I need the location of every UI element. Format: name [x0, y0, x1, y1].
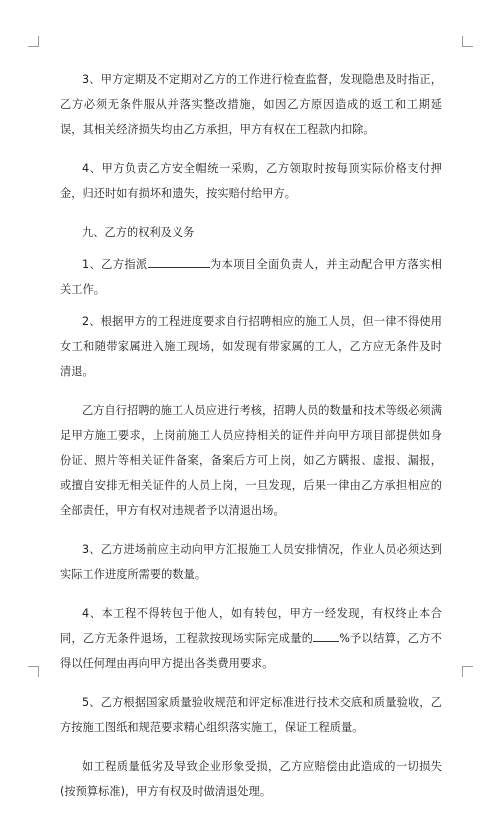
- section-heading-party-b-rights: 九、乙方的权利及义务: [82, 226, 195, 239]
- crop-mark-bottom-right: [462, 666, 473, 677]
- subcontract-text-before: 4、本工程不得转包于他人，如有转包，甲方一经发现，有权终止本合同，乙方无条件退场，工程款按现场实际完成量的: [60, 607, 442, 645]
- paragraph-staffing-report: 3、乙方进场前应主动向甲方汇报施工人员安排情况，作业人员必须达到实际工作进度所需要的数量。: [60, 543, 442, 581]
- paragraph-hiring-clause: 2、根据甲方的工程进度要求自行招聘相应的施工人员，但一律不得使用女工和随带家属进入施工现场，如发现有带家属的工人，乙方应无条件及时清退。: [60, 315, 442, 378]
- document-body: [60, 67, 442, 818]
- paragraph-quality-penalty: 如工程质量低劣及导致企业形象受损，乙方应赔偿由此造成的一切损失(按预算标准)，甲方有权及时做清退处理。: [60, 760, 442, 798]
- paragraph-helmet-clause: 4、甲方负责乙方安全帽统一采购，乙方领取时按每顶实际价格支付押金，归还时如有损坏和遗失，按实赔付给甲方。: [60, 162, 442, 200]
- paragraph-responsible-person: [60, 252, 442, 302]
- responsible-person-blank: [148, 254, 210, 268]
- paragraph-worker-assessment: 乙方自行招聘的施工人员应进行考核，招聘人员的数量和技术等级必须满足甲方施工要求，上岗前施工人员应持相关的证件并向甲方项目部提供如身份证、照片等相关证件备案，备案后方可上岗，如乙方瞒报、虚报、漏报，或擅自安排无相关证件的人员上岗，一旦发现，后果一律由乙方承担相应的全部责任，甲方有权对违规者予以清退出场。: [60, 404, 442, 517]
- responsible-person-text-after: 为本项目全面负责人，并主动配合甲方落实相关工作。: [60, 258, 442, 296]
- crop-mark-bottom-left: [28, 666, 39, 677]
- subcontract-text-after: %予以结算，乙方不得以任何理由再向甲方提出各类费用要求。: [60, 632, 442, 670]
- responsible-person-text-before: 1、乙方指派: [82, 258, 148, 271]
- crop-mark-top-right: [462, 36, 473, 47]
- paragraph-quality-acceptance: 5、乙方根据国家质量验收规范和评定标准进行技术交底和质量验收，乙方按施工图纸和规范要求精心组织落实施工，保证工程质量。: [60, 696, 442, 734]
- paragraph-subcontract-clause: [60, 601, 442, 676]
- crop-mark-top-left: [28, 36, 39, 47]
- settlement-percent-blank: [313, 628, 339, 642]
- paragraph-inspection-clause: 3、甲方定期及不定期对乙方的工作进行检查监督，发现隐患及时指正，乙方必须无条件服从并落实整改措施，如因乙方原因造成的返工和工期延误，其相关经济损失均由乙方承担，甲方有权在工程款内扣除。: [60, 73, 442, 136]
